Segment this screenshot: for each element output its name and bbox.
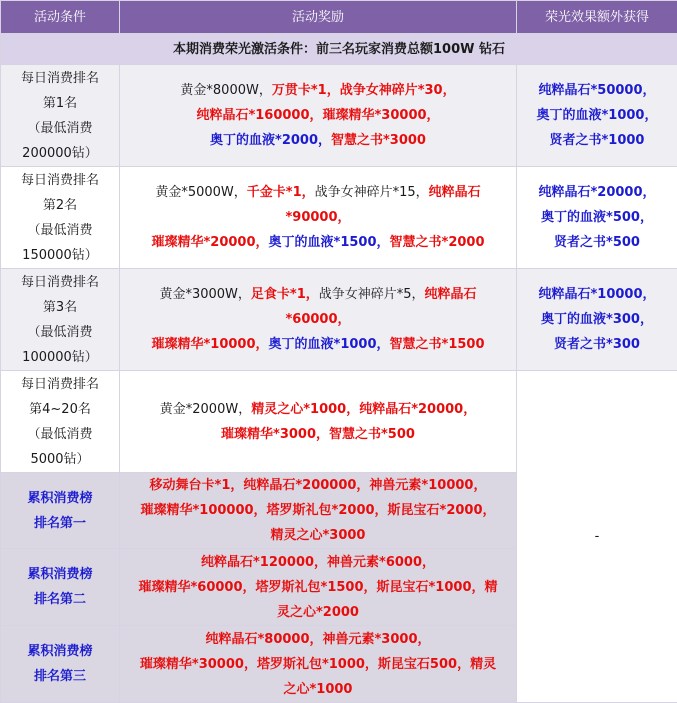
reward-cell bbox=[120, 269, 517, 371]
condition-line: 100000钻） bbox=[22, 349, 98, 365]
reward-item: 黄金*5000W， bbox=[155, 185, 247, 200]
condition-line: 第4~20名 bbox=[29, 401, 91, 417]
condition-line: 5000钻） bbox=[30, 451, 90, 467]
condition-cell bbox=[1, 549, 120, 626]
table-row bbox=[1, 269, 677, 371]
extra-line: 纯粹晶石*10000， bbox=[538, 287, 656, 302]
reward-line bbox=[124, 205, 512, 230]
reward-line bbox=[124, 422, 512, 447]
reward-item: 璀璨精华*60000，塔罗斯礼包*1500，斯昆宝石*1000，精 bbox=[138, 579, 498, 595]
reward-line bbox=[124, 498, 512, 523]
extra-line: 奥丁的血液*500， bbox=[541, 210, 653, 225]
reward-item: 智慧之书*1500 bbox=[389, 337, 485, 352]
reward-cell bbox=[120, 371, 517, 473]
reward-item: 移动舞台卡*1，纯粹晶石*200000，神兽元素*10000， bbox=[149, 478, 487, 493]
reward-item: 璀璨精华*3000，智慧之书*500 bbox=[221, 426, 415, 442]
reward-item: 战争女神碎片*15， bbox=[314, 185, 429, 200]
reward-item: 奥丁的血液*2000， bbox=[210, 133, 331, 148]
reward-line bbox=[124, 332, 512, 357]
condition-line: 每日消费排名 bbox=[20, 70, 99, 86]
extra-line: 贤者之书*300 bbox=[554, 337, 640, 352]
reward-line bbox=[124, 473, 512, 498]
reward-item: 智慧之书*3000 bbox=[331, 133, 426, 148]
reward-line bbox=[124, 230, 512, 255]
condition-line: （最低消费 bbox=[27, 324, 93, 340]
extra-dash-cell: - bbox=[517, 371, 677, 703]
reward-item: 黄金*8000W， bbox=[180, 83, 272, 98]
reward-line bbox=[124, 397, 512, 422]
reward-item: 奥丁的血液*1000， bbox=[268, 337, 390, 352]
reward-item: 纯粹晶石 bbox=[428, 185, 481, 200]
reward-item: *90000， bbox=[285, 210, 351, 225]
reward-cell bbox=[120, 167, 517, 269]
reward-item: 足食卡*1， bbox=[250, 287, 319, 302]
table-row bbox=[1, 167, 677, 269]
reward-item: *60000， bbox=[285, 312, 351, 327]
condition-line: 排名第二 bbox=[33, 592, 86, 607]
reward-line bbox=[124, 180, 512, 205]
reward-item: 璀璨精华*20000， bbox=[151, 235, 269, 250]
reward-line bbox=[124, 282, 512, 307]
reward-line bbox=[124, 627, 512, 652]
reward-cell bbox=[120, 65, 517, 167]
condition-line: 排名第三 bbox=[33, 669, 86, 684]
condition-line: 每日消费排名 bbox=[20, 376, 99, 392]
reward-line bbox=[124, 677, 512, 702]
reward-item: 纯粹晶石 bbox=[424, 287, 477, 302]
condition-line: （最低消费 bbox=[27, 222, 93, 238]
header-condition: 活动条件 bbox=[1, 1, 120, 34]
reward-item: 万贯卡*1，战争女神碎片*30， bbox=[271, 83, 456, 98]
condition-cell bbox=[1, 167, 120, 269]
reward-line bbox=[124, 600, 512, 625]
condition-line: 每日消费排名 bbox=[20, 172, 99, 188]
reward-line bbox=[124, 103, 512, 128]
reward-line bbox=[124, 652, 512, 677]
reward-item: 之心*1000 bbox=[283, 681, 353, 697]
extra-line: 奥丁的血液*300， bbox=[541, 312, 653, 327]
header-reward: 活动奖励 bbox=[120, 1, 517, 34]
condition-cell bbox=[1, 626, 120, 703]
extra-line: 贤者之书*500 bbox=[554, 235, 640, 250]
reward-cell bbox=[120, 626, 517, 703]
reward-cell bbox=[120, 549, 517, 626]
reward-item: 千金卡*1， bbox=[246, 185, 315, 200]
header-extra: 荣光效果额外获得 bbox=[517, 1, 677, 34]
condition-cell bbox=[1, 473, 120, 549]
reward-line bbox=[124, 575, 512, 600]
reward-cell bbox=[120, 473, 517, 549]
reward-item: 黄金*2000W， bbox=[159, 401, 252, 417]
extra-cell bbox=[517, 65, 677, 167]
condition-line: 第2名 bbox=[42, 197, 78, 213]
condition-cell bbox=[1, 371, 120, 473]
reward-item: 灵之心*2000 bbox=[277, 604, 359, 620]
reward-item: 精灵之心*1000，纯粹晶石*20000， bbox=[251, 401, 477, 417]
reward-item: 纯粹晶石*120000，神兽元素*6000， bbox=[200, 554, 436, 570]
reward-line bbox=[124, 523, 512, 548]
extra-line: 奥丁的血液*1000， bbox=[536, 108, 658, 123]
reward-line bbox=[124, 78, 512, 103]
reward-line bbox=[124, 307, 512, 332]
reward-item: 智慧之书*2000 bbox=[389, 235, 485, 250]
extra-line: 纯粹晶石*50000， bbox=[538, 83, 656, 98]
reward-line bbox=[124, 550, 512, 575]
reward-item: 黄金*3000W， bbox=[159, 287, 251, 302]
reward-item: 精灵之心*3000 bbox=[270, 528, 366, 543]
condition-line: 累积消费榜 bbox=[27, 490, 93, 506]
extra-cell bbox=[517, 167, 677, 269]
table-row bbox=[1, 371, 677, 473]
reward-line bbox=[124, 128, 512, 153]
reward-item: 奥丁的血液*1500， bbox=[268, 235, 390, 250]
condition-line: 累积消费榜 bbox=[27, 567, 93, 582]
table-row bbox=[1, 65, 677, 167]
condition-line: 累积消费榜 bbox=[27, 644, 93, 659]
reward-item: 璀璨精华*10000， bbox=[151, 337, 269, 352]
extra-line: 贤者之书*1000 bbox=[549, 133, 645, 148]
condition-line: 第3名 bbox=[42, 299, 78, 315]
extra-line: 纯粹晶石*20000， bbox=[538, 185, 656, 200]
reward-item: 璀璨精华*30000，塔罗斯礼包*1000，斯昆宝石500，精灵 bbox=[139, 656, 497, 672]
reward-item: 璀璨精华*100000，塔罗斯礼包*2000，斯昆宝石*2000， bbox=[140, 503, 496, 518]
condition-line: （最低消费 bbox=[27, 426, 93, 442]
condition-line: 排名第一 bbox=[33, 515, 86, 531]
condition-line: 每日消费排名 bbox=[20, 274, 99, 290]
reward-item: 纯粹晶石*80000，神兽元素*3000， bbox=[205, 631, 431, 647]
condition-line: 150000钻） bbox=[22, 247, 98, 263]
condition-cell bbox=[1, 269, 120, 371]
condition-line: 200000钻） bbox=[22, 145, 98, 161]
reward-item: 战争女神碎片*5， bbox=[318, 287, 425, 302]
condition-cell bbox=[1, 65, 120, 167]
reward-item: 纯粹晶石*160000，璀璨精华*30000， bbox=[196, 108, 440, 123]
extra-cell bbox=[517, 269, 677, 371]
condition-line: 第1名 bbox=[42, 95, 78, 111]
condition-line: （最低消费 bbox=[27, 120, 93, 136]
activation-banner: 本期消费荣光激活条件：前三名玩家消费总额100W 钻石 bbox=[1, 34, 677, 65]
